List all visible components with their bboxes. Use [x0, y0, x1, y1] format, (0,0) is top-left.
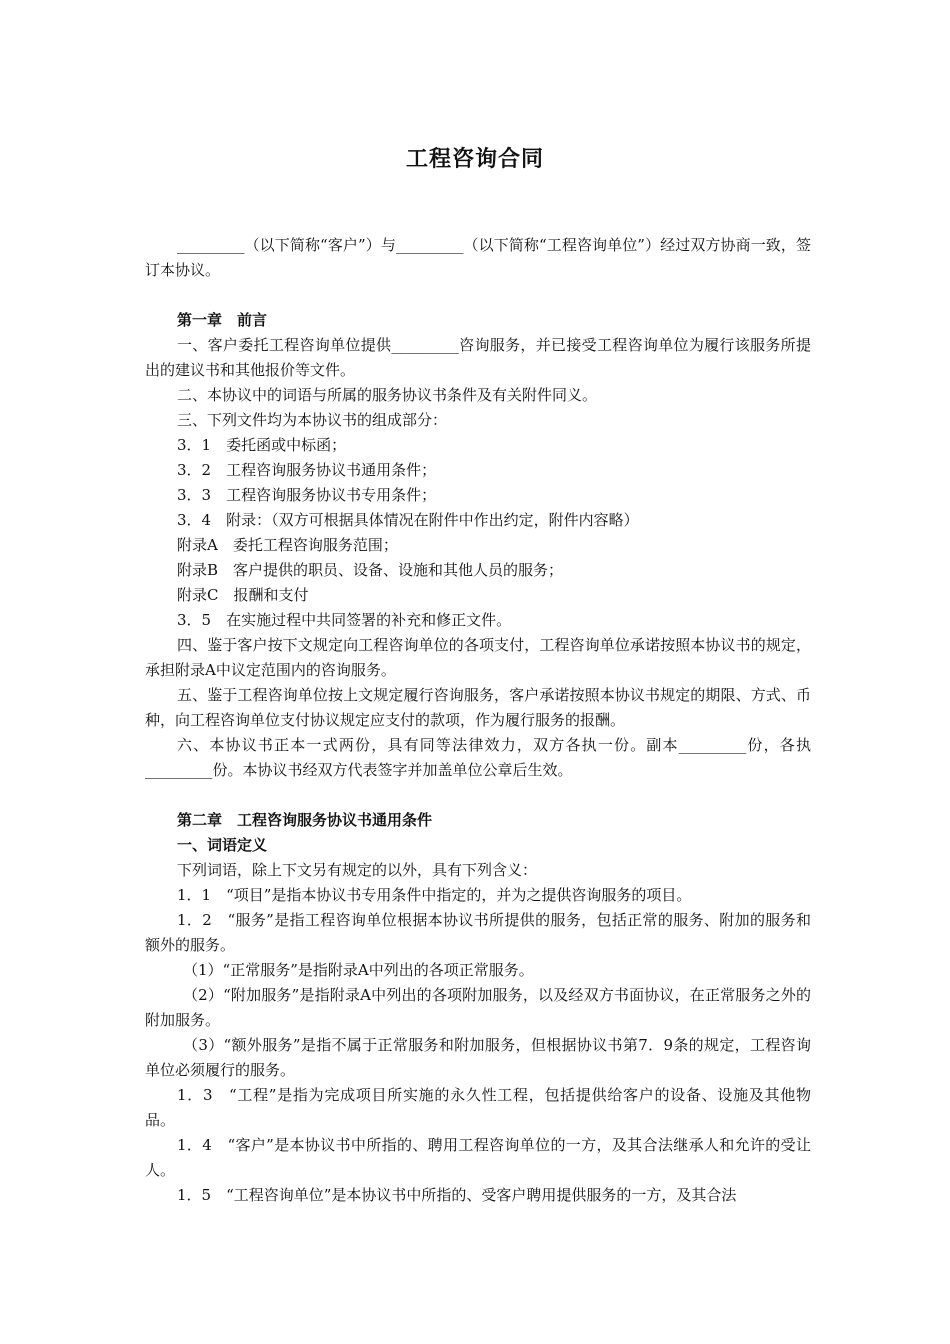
- chapter2-paragraph: 1．4 “客户”是本协议书中所指的、聘用工程咨询单位的一方，及其合法继承人和允许的受让人。: [145, 1136, 811, 1179]
- chapter2-paragraph: （2）“附加服务”是指附录A中列出的各项附加服务，以及经双方书面协议，在正常服务之外的附加服务。: [145, 986, 811, 1029]
- chapter2-heading: 第二章 工程咨询服务协议书通用条件: [177, 811, 433, 829]
- chapter1-list-item: 3．3 工程咨询服务协议书专用条件；: [177, 486, 437, 504]
- chapter2-paragraph: 1．1 “项目”是指本协议书专用条件中指定的，并为之提供咨询服务的项目。: [177, 886, 692, 904]
- chapter2-paragraph: 1．2 “服务”是指工程咨询单位根据本协议书所提供的服务，包括正常的服务、附加的服务和额外的服务。: [145, 911, 811, 954]
- document-title: 工程咨询合同: [405, 147, 544, 172]
- chapter2-paragraph: （3）“额外服务”是指不属于正常服务和附加服务，但根据协议书第7．9条的规定，工程咨询单位必须履行的服务。: [145, 1036, 811, 1079]
- chapter1-paragraph: 二、本协议中的词语与所属的服务协议书条件及有关附件同义。: [177, 386, 598, 404]
- chapter1-list-item: 3．5 在实施过程中共同签署的补充和修正文件。: [177, 611, 512, 629]
- chapter1-paragraph: 三、下列文件均为本协议书的组成部分：: [177, 411, 448, 429]
- chapter1-paragraph: 五、鉴于工程咨询单位按上文规定履行咨询服务，客户承诺按照本协议书规定的期限、方式、币种，向工程咨询单位支付协议规定应支付的款项，作为履行服务的报酬。: [145, 686, 811, 729]
- chapter2-paragraph: 1．5 “工程咨询单位”是本协议书中所指的、受客户聘用提供服务的一方，及其合法: [177, 1186, 737, 1204]
- chapter2-paragraph: （1）“正常服务”是指附录A中列出的各项正常服务。: [183, 961, 534, 979]
- chapter1-paragraph: 四、鉴于客户按下文规定向工程咨询单位的各项支付，工程咨询单位承诺按照本协议书的规定，承担附录A中议定范围内的咨询服务。: [145, 636, 811, 679]
- chapter2-subheading: 一、词语定义: [177, 836, 268, 854]
- intro-paragraph: _________（以下简称“客户”）与_________（以下简称“工程咨询单位”）经过双方协商一致，签订本协议。: [145, 236, 811, 279]
- chapter1-list-item: 3．2 工程咨询服务协议书通用条件；: [177, 461, 437, 479]
- chapter1-paragraph: 一、客户委托工程咨询单位提供_________咨询服务，并已接受工程咨询单位为履行该服务所提出的建议书和其他报价等文件。: [145, 336, 811, 379]
- chapter2-paragraph: 1．3 “工程”是指为完成项目所实施的永久性工程，包括提供给客户的设备、设施及其他物品。: [145, 1086, 811, 1129]
- chapter1-appendix-item: 附录A 委托工程咨询服务范围；: [177, 536, 398, 554]
- chapter1-paragraph: 六、本协议书正本一式两份，具有同等法律效力，双方各执一份。副本_________份，各执_________份。本协议书经双方代表签字并加盖单位公章后生效。: [145, 736, 811, 779]
- chapter1-heading: 第一章 前言: [177, 311, 268, 329]
- spacer: [145, 283, 811, 308]
- chapter1-appendix-item: 附录C 报酬和支付: [177, 586, 309, 604]
- spacer: [145, 783, 811, 808]
- chapter2-paragraph: 下列词语，除上下文另有规定的以外，具有下列含义：: [177, 861, 538, 879]
- chapter1-appendix-item: 附录B 客户提供的职员、设备、设施和其他人员的服务；: [177, 561, 564, 579]
- chapter1-list-item: 3．4 附录：（双方可根据具体情况在附件中作出约定，附件内容略）: [177, 511, 639, 529]
- chapter1-list-item: 3．1 委托函或中标函；: [177, 436, 347, 454]
- document-body: [145, 233, 811, 1208]
